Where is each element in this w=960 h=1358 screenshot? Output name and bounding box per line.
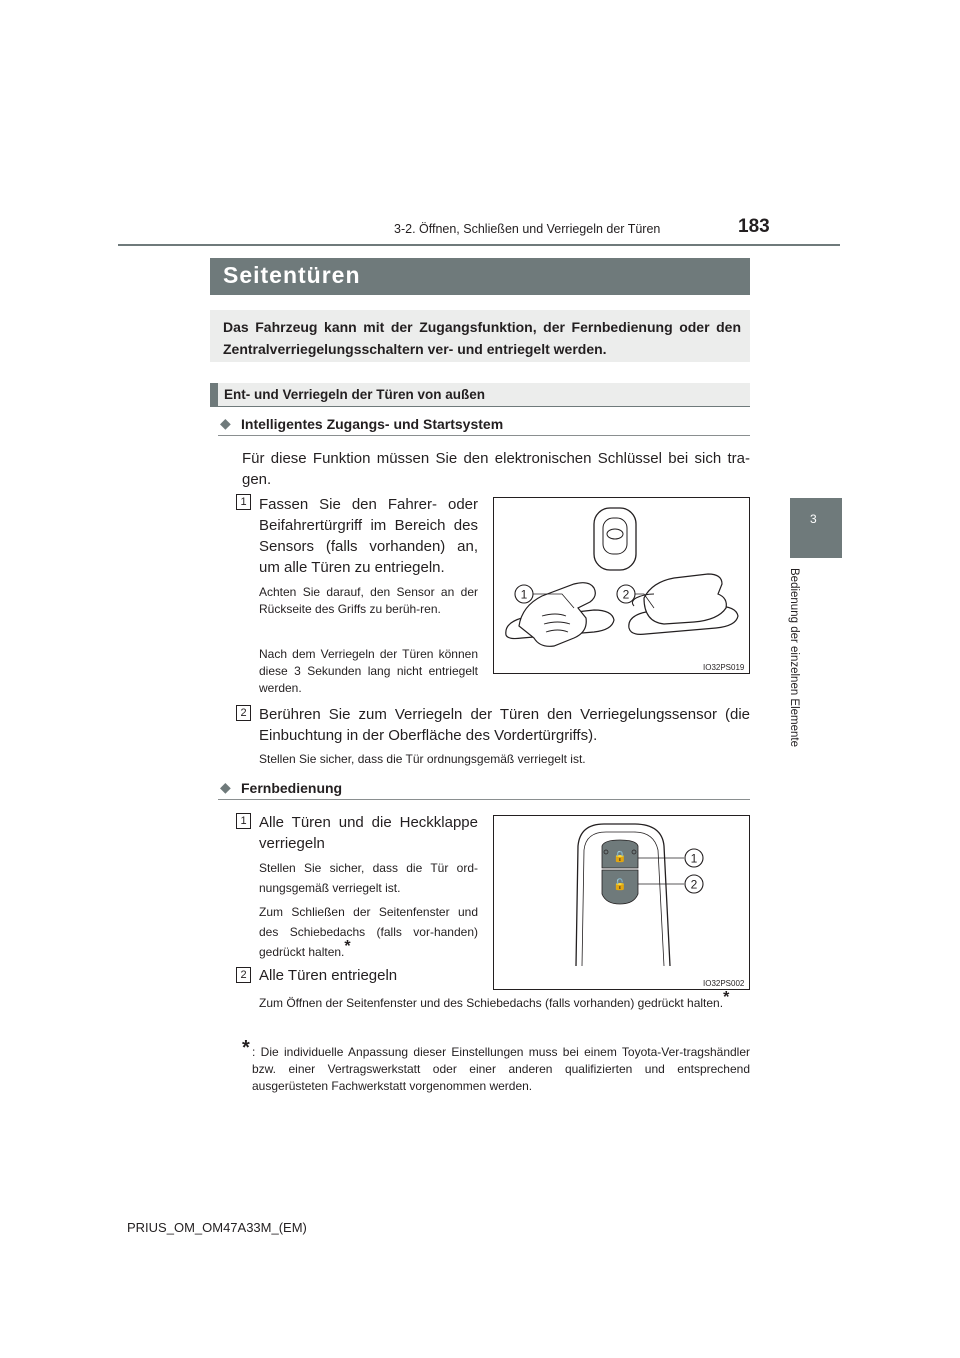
- system-heading-rule: [218, 435, 750, 436]
- step-note: Stellen Sie sicher, dass die Tür ord-nungsgemäß verriegelt ist.: [259, 861, 478, 895]
- step-number-badge: 1: [236, 813, 251, 829]
- diamond-icon: ◆: [220, 779, 231, 795]
- document-footer: PRIUS_OM_OM47A33M_(EM): [127, 1220, 307, 1235]
- hand-right: [644, 574, 726, 624]
- step-text: Alle Türen entriegeln: [259, 967, 398, 984]
- remote-heading: Fernbedienung: [241, 780, 343, 796]
- svg-text:1: 1: [520, 587, 528, 602]
- header-rule: [118, 244, 840, 246]
- door-handle-illustration: [494, 498, 749, 673]
- remote-key-illustration: [494, 816, 749, 989]
- step-number-badge: 2: [236, 967, 251, 983]
- section-header: 3-2. Öffnen, Schließen und Verriegeln der Türen: [394, 222, 661, 236]
- svg-text:2: 2: [622, 587, 630, 602]
- step-number-badge: 1: [236, 494, 251, 510]
- chapter-tab: [790, 498, 842, 558]
- system-heading: Intelligentes Zugangs- und Startsystem: [241, 416, 504, 432]
- chapter-number: 3: [810, 512, 817, 526]
- subsection-title: Ent- und Verriegeln der Türen von außen: [224, 387, 486, 402]
- step-note: Achten Sie darauf, den Sensor an der Rückseite des Griffs zu berüh-ren.: [259, 585, 478, 616]
- system-text: Für diese Funktion müssen Sie den elektronischen Schlüssel bei sich tra-gen.: [242, 450, 750, 488]
- unlock-icon: 🔓: [613, 878, 627, 891]
- svg-text:2: 2: [690, 877, 698, 892]
- step-number-badge: 2: [236, 705, 251, 721]
- footnote-text: : Die individuelle Anpassung dieser Einstellungen muss bei einem Toyota-Ver-tragshändler bzw. einer Vertragswerkstatt oder einer anderen qualifizierten und entsprechend ausgerüsteten Fachwerkstatt vorgenommen werden.: [252, 1045, 750, 1093]
- chapter-label: Bedienung der einzelnen Elemente: [788, 568, 800, 748]
- page-title: Seitentüren: [223, 262, 361, 288]
- lock-icon: 🔒: [613, 850, 627, 863]
- footnote-mark: *: [242, 1037, 250, 1059]
- footnote-mark: *: [723, 989, 730, 1006]
- step-note: Nach dem Verriegeln der Türen können diese 3 Sekunden lang nicht entriegelt werden.: [259, 647, 478, 695]
- step-text: Berühren Sie zum Verriegeln der Türen den Verriegelungssensor (die Einbuchtung in der Oberfläche des Vordertürgriffs).: [259, 706, 750, 744]
- figure-code: IO32PS019: [703, 663, 745, 672]
- subsection-accent: [210, 383, 218, 407]
- step-text: Alle Türen und die Heckklappe verriegeln: [259, 814, 478, 852]
- step-text: Fassen Sie den Fahrer- oder Beifahrertürgriff im Bereich des Sensors (falls vorhanden) an, um alle Türen zu entriegeln.: [259, 496, 478, 576]
- door-handle-figure: [493, 497, 750, 674]
- figure-code: IO32PS002: [703, 979, 745, 988]
- footnote-mark: *: [344, 938, 351, 955]
- step-note: Zum Öffnen der Seitenfenster und des Schiebedachs (falls vorhanden) gedrückt halten.*: [259, 989, 730, 1010]
- remote-heading-rule: [218, 799, 750, 800]
- remote-key-figure: [493, 815, 750, 990]
- step-note: Zum Schließen der Seitenfenster und des Schiebedachs (falls vor-handen) gedrückt halten.*: [259, 905, 478, 959]
- step-note: Stellen Sie sicher, dass die Tür ordnungsgemäß verriegelt ist.: [259, 752, 586, 766]
- diamond-icon: ◆: [220, 415, 231, 431]
- svg-text:1: 1: [690, 851, 698, 866]
- intro-text: Das Fahrzeug kann mit der Zugangsfunktion, der Fernbedienung oder den Zentralverriegelungsschaltern ver- und entriegelt werden.: [223, 319, 741, 357]
- page-number: 183: [738, 216, 770, 237]
